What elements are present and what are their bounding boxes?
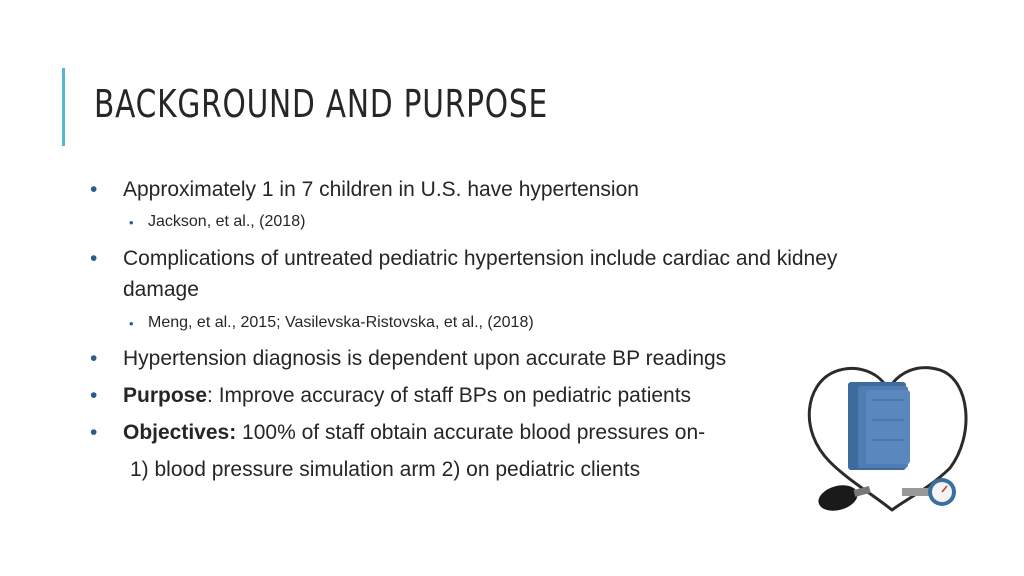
purpose-label: Purpose (123, 384, 208, 407)
bullet-item: Hypertension diagnosis is dependent upon accurate BP readings (123, 347, 727, 370)
bullet-item: Complications of untreated pediatric hypertension include cardiac and kidney damage (123, 247, 838, 301)
sub-bullet-item: Jackson, et al., (2018) (148, 213, 306, 230)
bullet-item-purpose (123, 380, 691, 411)
blood-pressure-cuff-icon (800, 360, 970, 520)
sub-bullet-icon: • (129, 215, 134, 230)
bullet-icon: • (90, 421, 98, 444)
bullet-item: Approximately 1 in 7 children in U.S. have hypertension (123, 178, 639, 201)
sub-bullet-icon: • (129, 316, 134, 331)
objectives-label: Objectives: (123, 421, 237, 444)
bullet-icon: • (90, 247, 98, 270)
bullet-icon: • (90, 347, 98, 370)
slide-title: BACKGROUND AND PURPOSE (94, 82, 548, 126)
bullet-icon: • (90, 384, 98, 407)
sub-bullet-item: Meng, et al., 2015; Vasilevska-Ristovska, et al., (2018) (148, 314, 534, 331)
bullet-icon: • (90, 178, 98, 201)
purpose-text: : Improve accuracy of staff BPs on pediatric patients (207, 384, 692, 407)
objectives-continuation: 1) blood pressure simulation arm 2) on pediatric clients (130, 458, 641, 481)
objectives-text: 100% of staff obtain accurate blood pressures on- (236, 421, 706, 444)
bullet-item-objectives (123, 417, 705, 448)
